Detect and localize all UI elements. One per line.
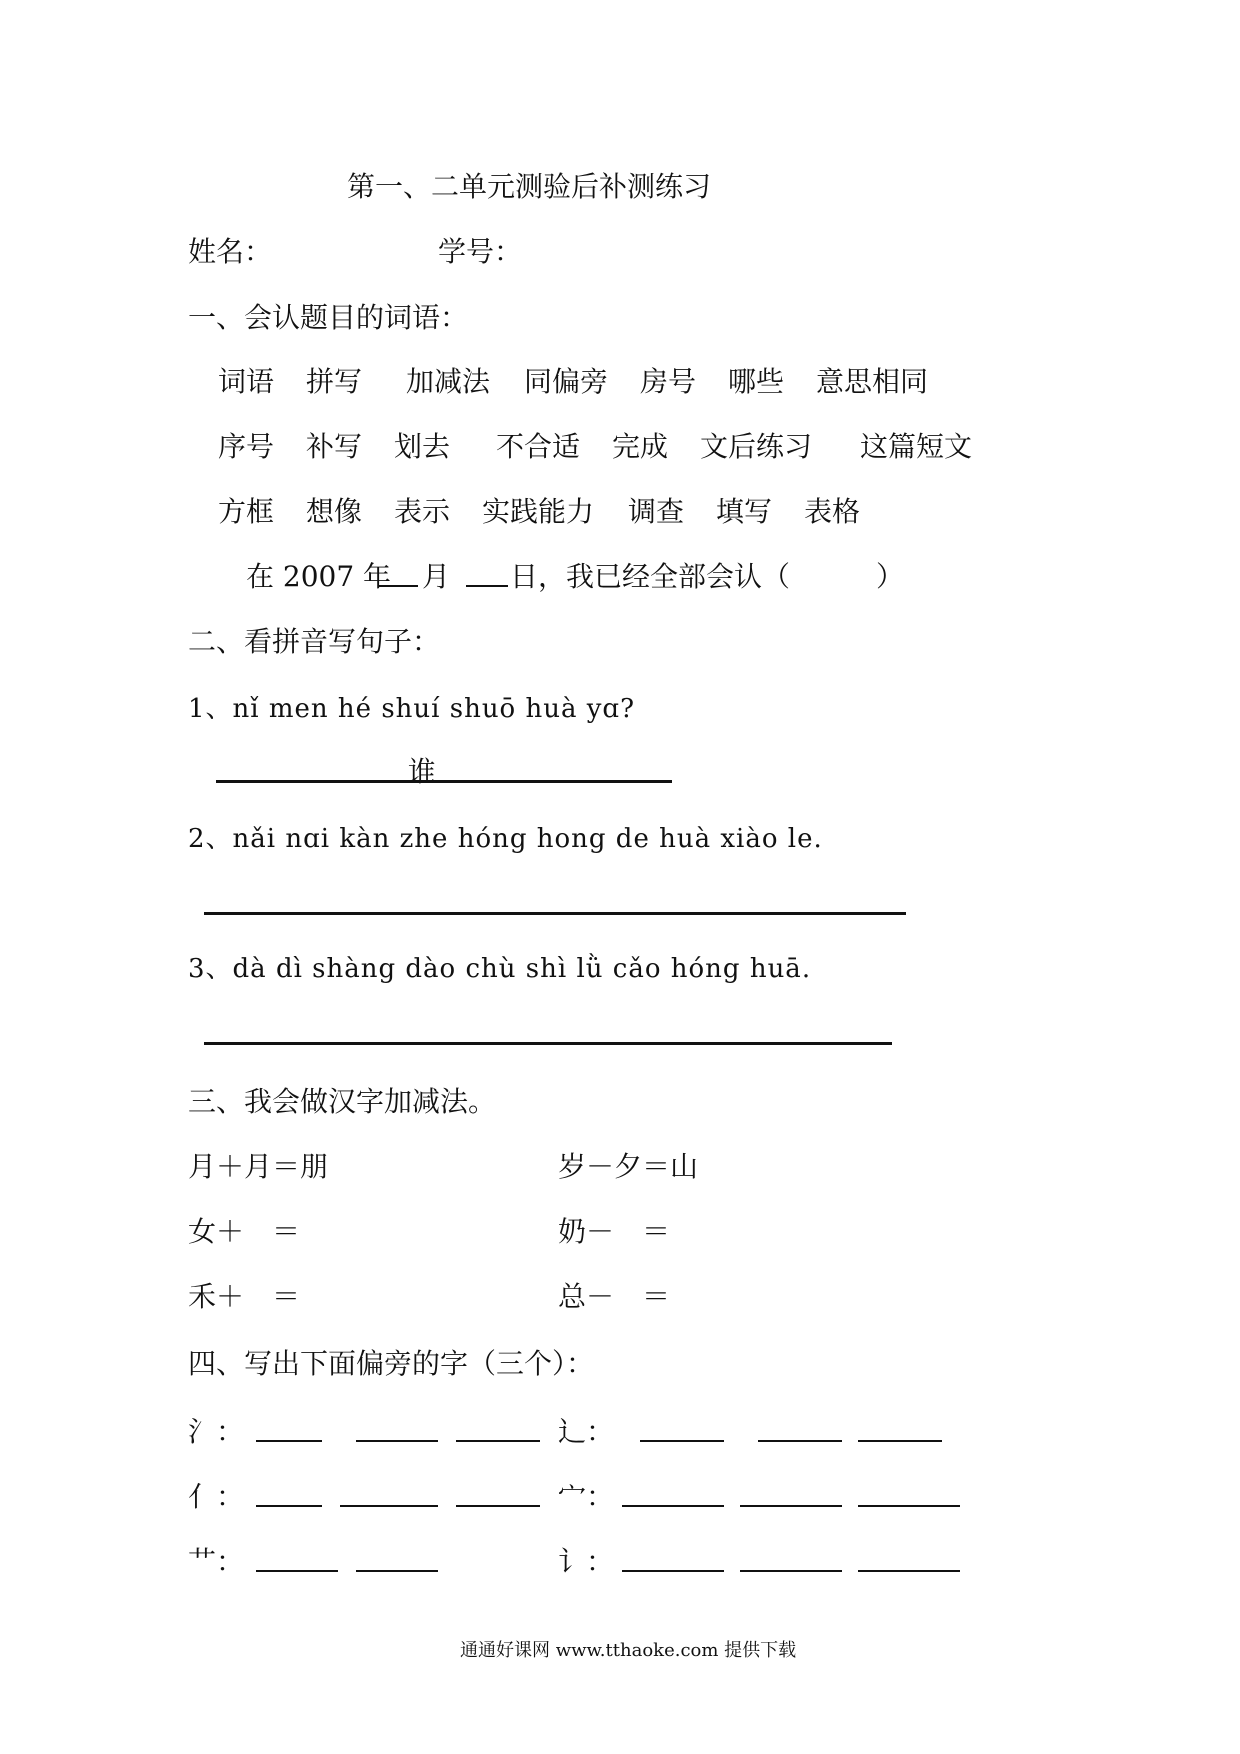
word-item: 房号 bbox=[640, 365, 697, 398]
word-item: 补写 bbox=[306, 430, 363, 463]
word-item: 哪些 bbox=[728, 365, 785, 398]
date-text-3: 日，我已经全部会认（ bbox=[510, 560, 791, 593]
word-item: 意思相同 bbox=[816, 365, 929, 398]
question-1-hint: 谁 bbox=[408, 755, 437, 788]
section-2-heading: 二、看拼音写句子： bbox=[188, 625, 441, 658]
word-item: 加减法 bbox=[406, 365, 491, 398]
radical-blank[interactable] bbox=[622, 1570, 724, 1572]
radical-label: 氵： bbox=[188, 1415, 245, 1448]
radical-label: 讠： bbox=[558, 1545, 615, 1578]
radical-blank[interactable] bbox=[256, 1570, 338, 1572]
word-item: 这篇短文 bbox=[860, 430, 973, 463]
radical-label: 艹： bbox=[188, 1545, 245, 1578]
word-item: 方框 bbox=[218, 495, 275, 528]
radical-blank[interactable] bbox=[758, 1440, 842, 1442]
math-item: 女＋ ＝ bbox=[188, 1215, 301, 1248]
radical-blank[interactable] bbox=[858, 1440, 942, 1442]
radical-blank[interactable] bbox=[858, 1570, 960, 1572]
radical-label: 亻： bbox=[188, 1480, 245, 1513]
word-item: 拼写 bbox=[306, 365, 363, 398]
answer-line-3[interactable] bbox=[204, 1042, 892, 1045]
word-item: 完成 bbox=[612, 430, 669, 463]
date-text-4: ） bbox=[876, 560, 905, 593]
month-blank[interactable] bbox=[378, 585, 418, 587]
section-4-heading: 四、写出下面偏旁的字（三个）： bbox=[188, 1347, 595, 1380]
word-item: 不合适 bbox=[496, 430, 581, 463]
radical-label: 辶： bbox=[558, 1415, 615, 1448]
radical-blank[interactable] bbox=[740, 1505, 842, 1507]
pinyin-question-3: 3、dà dì shàng dào chù shì lǜ cǎo hóng huā. bbox=[188, 954, 812, 984]
date-text-1: 在 2007 年 bbox=[246, 560, 392, 593]
radical-blank[interactable] bbox=[622, 1505, 724, 1507]
radical-blank[interactable] bbox=[356, 1440, 438, 1442]
word-item: 划去 bbox=[394, 430, 451, 463]
radical-blank[interactable] bbox=[740, 1570, 842, 1572]
math-item: 岁－夕＝山 bbox=[558, 1150, 699, 1183]
page-title: 第一、二单元测验后补测练习 bbox=[347, 170, 712, 203]
math-item: 总－ ＝ bbox=[558, 1280, 671, 1313]
word-item: 填写 bbox=[716, 495, 773, 528]
word-item: 表格 bbox=[804, 495, 861, 528]
word-item: 同偏旁 bbox=[524, 365, 609, 398]
radical-blank[interactable] bbox=[256, 1505, 322, 1507]
math-item: 奶－ ＝ bbox=[558, 1215, 671, 1248]
radical-blank[interactable] bbox=[456, 1505, 540, 1507]
day-blank[interactable] bbox=[466, 585, 508, 587]
section-1-heading: 一、会认题目的词语： bbox=[188, 301, 469, 334]
math-item: 禾＋ ＝ bbox=[188, 1280, 301, 1313]
word-item: 想像 bbox=[306, 495, 363, 528]
word-item: 序号 bbox=[218, 430, 275, 463]
radical-blank[interactable] bbox=[356, 1570, 438, 1572]
radical-blank[interactable] bbox=[256, 1440, 322, 1442]
name-label: 姓名： bbox=[188, 235, 273, 268]
radical-blank[interactable] bbox=[640, 1440, 724, 1442]
radical-blank[interactable] bbox=[340, 1505, 438, 1507]
word-item: 调查 bbox=[628, 495, 685, 528]
radical-blank[interactable] bbox=[456, 1440, 540, 1442]
answer-line-1[interactable] bbox=[216, 780, 672, 783]
pinyin-question-1: 1、nǐ men hé shuí shuō huà yɑ? bbox=[188, 694, 636, 724]
pinyin-question-2: 2、nǎi nɑi kàn zhe hóng hong de huà xiào le. bbox=[188, 824, 823, 854]
math-item: 月＋月＝朋 bbox=[188, 1150, 329, 1183]
date-text-2: 月 bbox=[422, 560, 451, 593]
word-item: 实践能力 bbox=[482, 495, 595, 528]
word-item: 词语 bbox=[218, 365, 275, 398]
footer-text: 通通好课网 www.tthaoke.com 提供下载 bbox=[460, 1640, 797, 1661]
section-3-heading: 三、我会做汉字加减法。 bbox=[188, 1085, 497, 1118]
student-number-label: 学号： bbox=[438, 235, 523, 268]
answer-line-2[interactable] bbox=[204, 912, 906, 915]
radical-label: 宀： bbox=[558, 1480, 615, 1513]
word-item: 文后练习 bbox=[700, 430, 813, 463]
word-item: 表示 bbox=[394, 495, 451, 528]
radical-blank[interactable] bbox=[858, 1505, 960, 1507]
